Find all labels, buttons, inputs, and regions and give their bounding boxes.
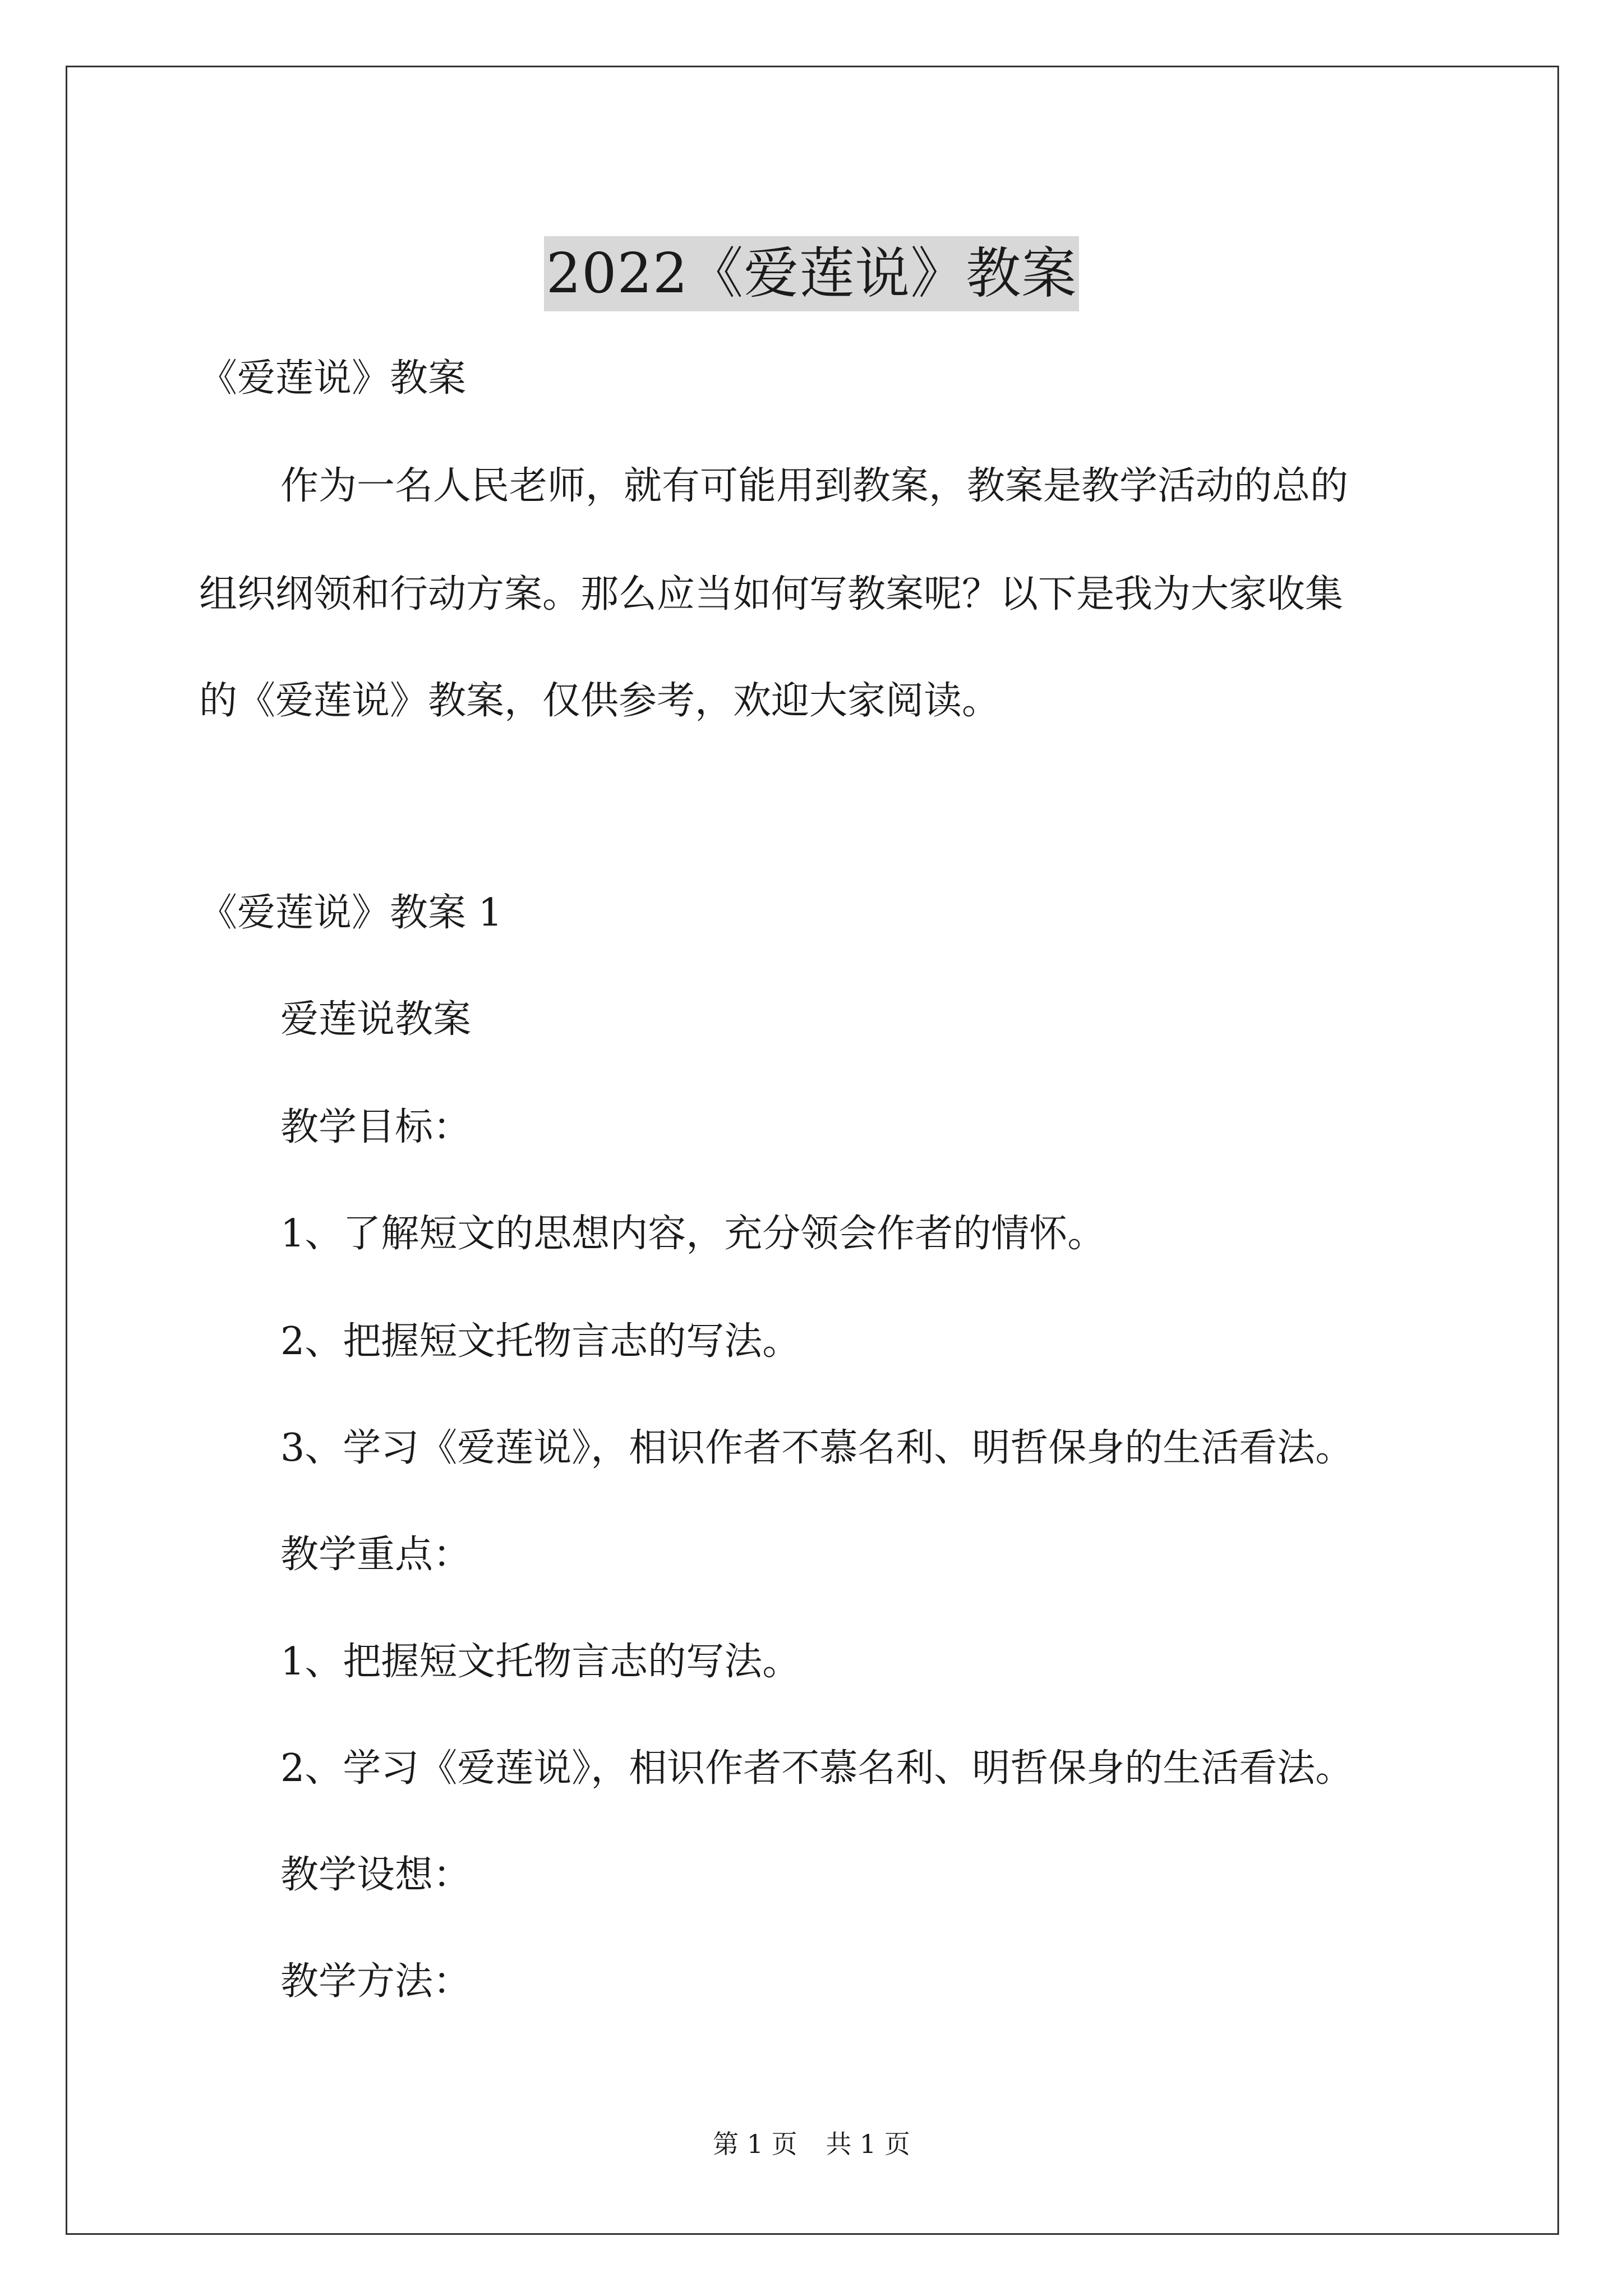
body-line: 教学方法： (280, 1959, 472, 2004)
body-line: 3、学习《爱莲说》，相识作者不慕名利、明哲保身的生活看法。 (280, 1426, 1354, 1470)
body-line: 教学重点： (280, 1533, 472, 1577)
subtitle: 《爱莲说》教案 (199, 356, 467, 401)
body-line: 教学目标： (280, 1105, 472, 1149)
title-container (0, 199, 1623, 348)
body-line: 2、把握短文托物言志的写法。 (280, 1319, 801, 1364)
body-line: 2、学习《爱莲说》，相识作者不慕名利、明哲保身的生活看法。 (280, 1746, 1354, 1791)
body-line: 1、了解短文的思想内容，充分领会作者的情怀。 (280, 1212, 1106, 1256)
body-line: 教学设想： (280, 1853, 472, 1897)
page-total: 共 1 页 (826, 2129, 910, 2159)
intro-line-3: 的《爱莲说》教案，仅供参考，欢迎大家阅读。 (199, 679, 1000, 723)
section-heading: 《爱莲说》教案 1 (199, 891, 502, 935)
document-title: 2022《爱莲说》教案 (544, 236, 1079, 311)
body-line: 爱莲说教案 (280, 997, 472, 1042)
body-line: 1、把握短文托物言志的写法。 (280, 1640, 801, 1684)
page-footer (0, 2127, 1623, 2161)
intro-line-1: 作为一名人民老师，就有可能用到教案，教案是教学活动的总的 (280, 464, 1349, 508)
intro-line-2: 组织纲领和行动方案。那么应当如何写教案呢？以下是我为大家收集 (199, 572, 1344, 616)
page-number: 第 1 页 (713, 2129, 797, 2159)
